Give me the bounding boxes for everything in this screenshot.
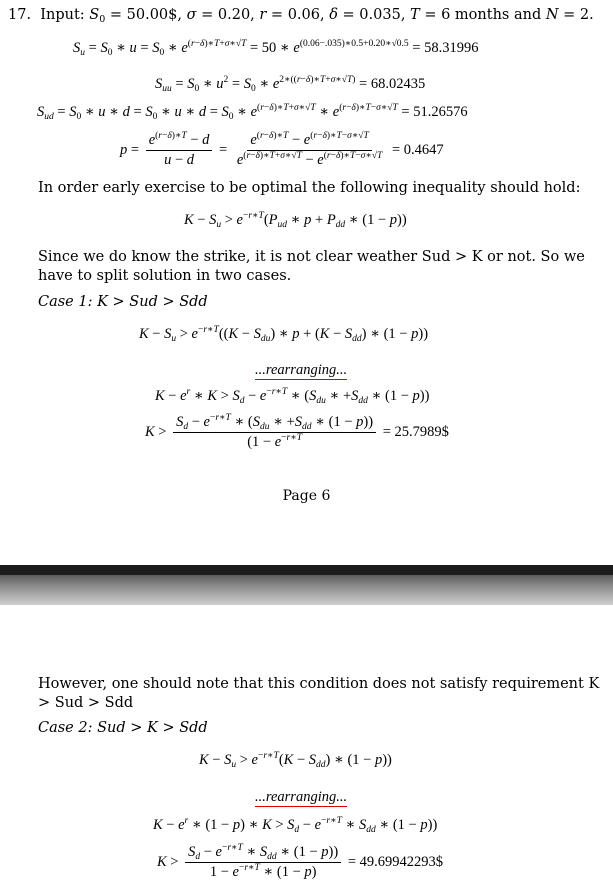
case1-label: Case 1: K > Sud > Sdd [38,294,208,310]
page-7 [0,605,613,890]
page-number: Page 6 [282,488,331,504]
page-separator [0,565,613,575]
suu-equation: $S_{uu} = S_0$ ∗ $u^2 = S_0$ ∗ $e^{2∗((r-\delta)∗T+\sigma∗√T)} = 68.02435$ [155,75,426,94]
case2-result: 49.69942293$ [359,853,444,870]
problem-number: 17. [8,7,32,23]
p-equation: p = $\frac{e^{(r-\delta)∗T} - d}{u - d}$ = $\frac{e^{(r-\delta)∗T} - e^{(r-\delta)∗T-\sigma∗√T}}{e^{(r-\delta)∗T+\sigma∗√T} - e^{(r-\delta)∗T-\sigma∗√T}}$ = 0.4647 [120,131,444,168]
su-result: 58.31996 [424,40,479,56]
case1-step: $K - e^r$ ∗ $K > S_d - e^{-r∗T}$ ∗ ($S_{du}$ ∗ $+S_{dd}$ ∗ (1 − p)) [155,387,430,406]
however-paragraph: However, one should note that this condition does not satisfy requirement K > Sud > Sdd [38,676,600,711]
page-gap [0,575,613,605]
input-line: 17. Input: $S_0$ = 50.00$, σ = 0.20, r = 0.06, δ = 0.035, T = 6 months and N = 2. [8,7,594,25]
strike-paragraph: Since we do know the strike, it is not clear weather Sud > K or not. So we have to split solution in two cases. [38,249,585,284]
case1-result: 25.7989$ [394,423,449,440]
sud-equation: $S_{ud} = S_0$ ∗ u ∗ $d = S_0$ ∗ u ∗ $d = S_0$ ∗ $e^{(r-\delta)∗T+\sigma∗√T}$ ∗ $e^{(r-\delta)∗T-\sigma∗√T} = 51.26576$ [37,103,468,122]
rearranging-2: ...rearranging... [255,789,348,805]
rearranging-1: ...rearranging... [255,362,348,378]
case1-solution: K > $\frac{S_d - e^{-r∗T} ∗ (S_{du} ∗ +S_{dd} ∗ (1 - p))}{(1 - e^{-r∗T}}$ = 25.7989$ [145,413,449,450]
su-equation: $S_u = S_0$ ∗ $u = S_0$ ∗ $e^{(r-\delta)∗T+\sigma∗√T} = 50$ ∗ $e^{(0.06-.035)∗0.5+0.20∗√0.5} = 58.31996$ [73,39,479,58]
suu-result: 68.02435 [370,76,426,92]
case2-solution: K > $\frac{S_d - e^{-r∗T} ∗ S_{dd} ∗ (1 - p))}{1 - e^{-r∗T} ∗ (1 - p)}$ = 49.69942293$ [157,843,444,880]
sud-result: 51.26576 [413,104,468,120]
case2-step: $K - e^r$ ∗ (1 − p) ∗ $K > S_d - e^{-r∗T}$ ∗ $S_{dd}$ ∗ (1 − p)) [153,816,438,835]
inequality-1: $K - S_u > e^{-r∗T}(P_{ud}$ ∗ $p + P_{dd}$ ∗ (1 − p)) [184,211,407,230]
case2-label: Case 2: Sud > K > Sdd [38,720,208,736]
case1-inequality: $K - S_u > e^{-r∗T}((K - S_{du})$ ∗ $p + (K - S_{dd})$ ∗ (1 − p)) [139,325,429,344]
case2-inequality: $K - S_u > e^{-r∗T}(K - S_{dd})$ ∗ (1 − p)) [199,751,392,770]
early-exercise-text: In order early exercise to be optimal the following inequality should hold: [38,180,581,196]
p-result: 0.4647 [403,141,444,158]
